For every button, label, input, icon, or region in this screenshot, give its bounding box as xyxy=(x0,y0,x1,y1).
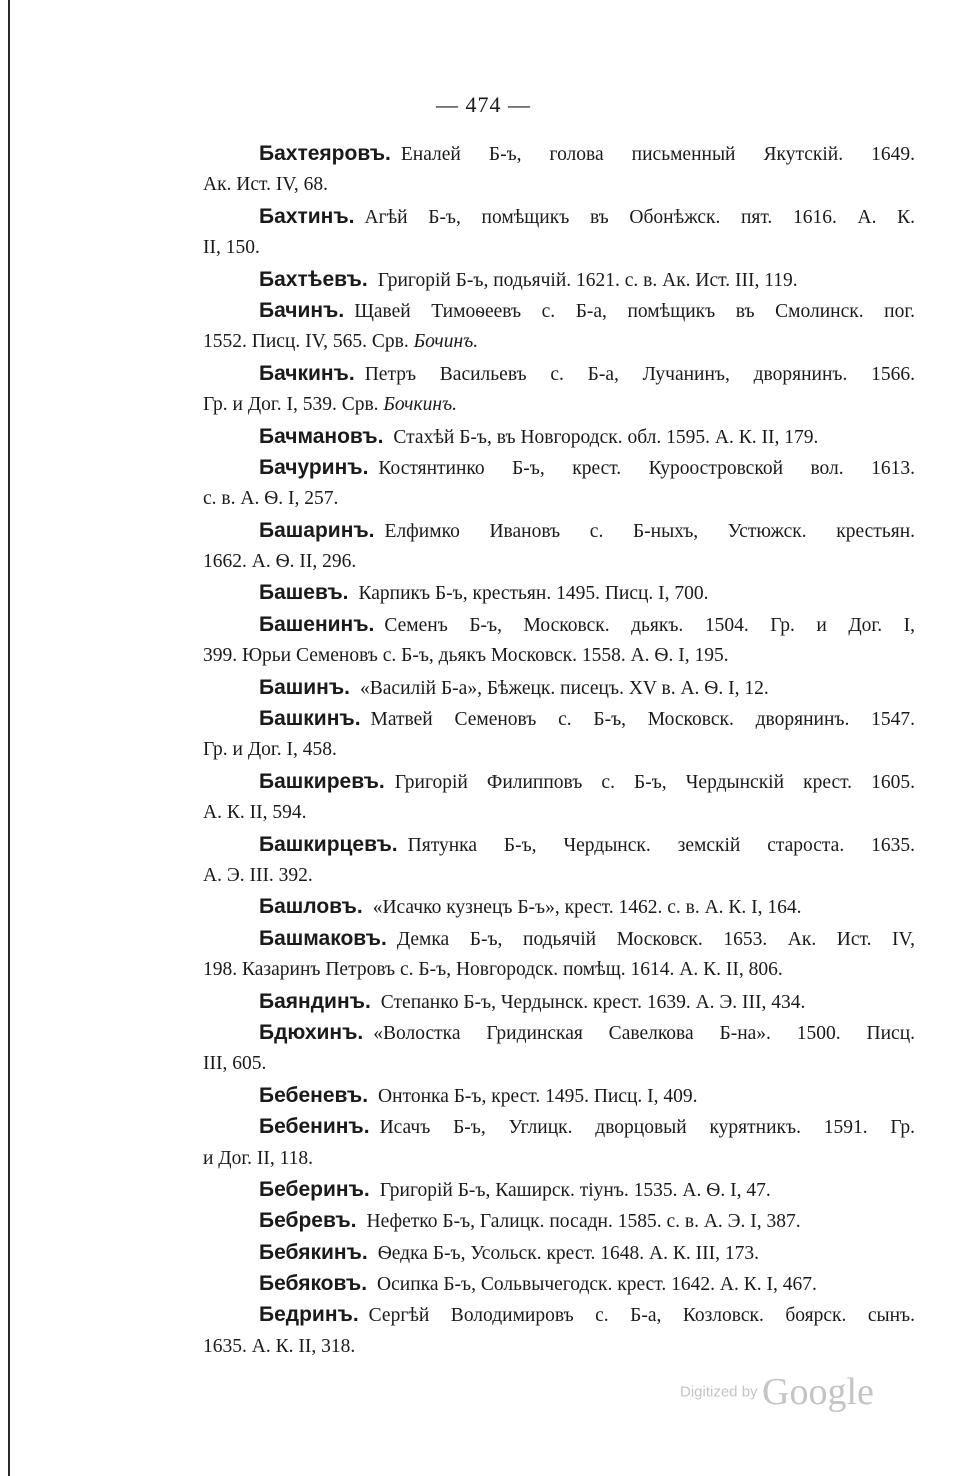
entry-headword: Башкиревъ. xyxy=(259,769,385,793)
entry-headword: Башевъ. xyxy=(259,581,349,605)
entry-line xyxy=(203,452,915,483)
digitized-watermark xyxy=(680,1370,874,1414)
entry-text: Пятунка Б-ъ, Чердынск. земскій староста. 1635. xyxy=(407,834,915,856)
watermark-prefix: Digitized by xyxy=(680,1383,758,1401)
entry-text: Григорій Б-ъ, подьячій. 1621. с. в. Ак. Ист. III, 119. xyxy=(377,269,798,291)
entry-text: Петръ Васильевъ с. Б-а, Лучанинъ, дворянинъ. 1566. xyxy=(364,363,915,385)
entry-line xyxy=(203,734,915,765)
entry-text: А. Э. III. 392. xyxy=(203,864,313,886)
entry-text: А. К. II, 594. xyxy=(203,802,307,824)
entry-headword: Баяндинъ. xyxy=(259,989,371,1013)
entry-text: Ак. Ист. IV, 68. xyxy=(203,174,329,196)
entry-text: Карпикъ Б-ъ, крестьян. 1495. Писц. I, 700. xyxy=(358,583,709,605)
entry-line xyxy=(203,1331,915,1362)
entry-line xyxy=(203,923,915,954)
entry-line xyxy=(203,169,915,200)
entry-text: Демка Б-ъ, подьячій Московск. 1653. Ак. Ист. IV, xyxy=(396,928,915,950)
entry-headword: Башкирцевъ. xyxy=(259,832,398,856)
entry-headword: Башенинъ. xyxy=(259,612,375,636)
page-edge-rule xyxy=(8,0,10,1476)
entry-line xyxy=(203,326,915,357)
entry-text: Гр. и Дог. I, 458. xyxy=(203,739,337,761)
entry-text: Осипка Б-ъ, Сольвычегодск. крест. 1642. А. К. I, 467. xyxy=(377,1274,817,1296)
entry-line xyxy=(203,860,915,891)
page-number: — 474 — xyxy=(436,92,531,117)
entry-line xyxy=(203,609,915,640)
entry-text: с. в. А. Ѳ. I, 257. xyxy=(203,488,339,510)
entry-text: «Василій Б-а», Бѣжецк. писецъ. XV в. А. Ѳ. I, 12. xyxy=(360,677,769,699)
entry-line xyxy=(203,986,915,1017)
entry-crossref: Бочкинъ. xyxy=(383,394,458,416)
entry-text: Семенъ Б-ъ, Московск. дьякъ. 1504. Гр. и Дог. I, xyxy=(384,614,915,636)
entry-line xyxy=(203,515,915,546)
entry-text: Агѣй Б-ъ, помѣщикъ въ Обонѣжск. пят. 1616. А. К. xyxy=(364,206,915,228)
entry-headword: Бачинъ. xyxy=(259,298,345,322)
entry-text: Нефетко Б-ъ, Галицк. посадн. 1585. с. в. А. Э. I, 387. xyxy=(366,1211,801,1233)
entry-text: и Дог. II, 118. xyxy=(203,1147,314,1169)
entry-text: II, 150. xyxy=(203,237,260,259)
entry-crossref: Бочинъ. xyxy=(413,331,479,353)
entry-line xyxy=(203,1174,915,1205)
entry-line xyxy=(203,766,915,797)
entry-line xyxy=(203,1237,915,1268)
entry-line xyxy=(203,1080,915,1111)
entry-headword: Бебенинъ. xyxy=(259,1115,370,1139)
entry-text: 1552. Писц. IV, 565. Срв. xyxy=(203,331,409,353)
entry-headword: Бачуринъ. xyxy=(259,455,369,479)
entry-headword: Бебеневъ. xyxy=(259,1083,369,1107)
entry-text: 198. Казаринъ Петровъ с. Б-ъ, Новгородск. помѣщ. 1614. А. К. II, 806. xyxy=(203,959,783,981)
entry-line xyxy=(203,1017,915,1048)
entry-headword: Башловъ. xyxy=(259,895,363,919)
entry-text: Григорій Филипповъ с. Б-ъ, Чердынскій крест. 1605. xyxy=(394,771,915,793)
entry-text: 1662. А. Ѳ. II, 296. xyxy=(203,551,357,573)
entry-text: Сергѣй Володимировъ с. Б-а, Козловск. боярск. сынъ. xyxy=(368,1305,915,1327)
entry-line xyxy=(203,797,915,828)
entry-text: Елфимко Ивановъ с. Б-ныхъ, Устюжск. крестьян. xyxy=(384,520,915,542)
entry-line xyxy=(203,546,915,577)
entry-line xyxy=(203,421,915,452)
entry-text: Ѳедка Б-ъ, Усольск. крест. 1648. А. К. III, 173. xyxy=(377,1242,759,1264)
entry-line xyxy=(203,1268,915,1299)
entry-line xyxy=(203,358,915,389)
entry-headword: Бачмановъ. xyxy=(259,424,384,448)
entry-text: «Исачко кузнецъ Б-ъ», крест. 1462. с. в. А. К. I, 164. xyxy=(372,897,802,919)
entry-text: Стахѣй Б-ъ, въ Новгородск. обл. 1595. А. К. II, 179. xyxy=(393,426,819,448)
entry-line xyxy=(203,1299,915,1330)
entry-line xyxy=(203,232,915,263)
entry-headword: Башмаковъ. xyxy=(259,926,387,950)
entry-text: III, 605. xyxy=(203,1053,267,1075)
entry-headword: Бахтѣевъ. xyxy=(259,267,368,291)
entry-line xyxy=(203,672,915,703)
entry-text: 1635. А. К. II, 318. xyxy=(203,1335,356,1357)
entry-headword: Башинъ. xyxy=(259,675,351,699)
entry-line xyxy=(203,954,915,985)
entry-headword: Бедринъ. xyxy=(259,1303,359,1327)
entry-line xyxy=(203,703,915,734)
entry-headword: Бебревъ. xyxy=(259,1209,357,1233)
entry-line xyxy=(203,829,915,860)
entry-line xyxy=(203,389,915,420)
google-logo: Google xyxy=(762,1371,874,1413)
entry-line xyxy=(203,1205,915,1236)
entry-text: Григорій Б-ъ, Каширск. тіунъ. 1535. А. Ѳ. I, 47. xyxy=(379,1179,771,1201)
dictionary-entries xyxy=(203,138,915,1362)
entry-text: Степанко Б-ъ, Чердынск. крест. 1639. А. Э. III, 434. xyxy=(380,991,806,1013)
entry-headword: Бебяковъ. xyxy=(259,1272,368,1296)
entry-line xyxy=(203,1048,915,1079)
entry-text: Гр. и Дог. I, 539. Срв. xyxy=(203,394,379,416)
entry-line xyxy=(203,1143,915,1174)
entry-headword: Беберинъ. xyxy=(259,1177,370,1201)
entry-line xyxy=(203,201,915,232)
entry-headword: Бахтинъ. xyxy=(259,204,355,228)
entry-headword: Бахтеяровъ. xyxy=(259,142,391,165)
entry-line xyxy=(203,483,915,514)
entry-line xyxy=(203,577,915,608)
entry-text: Исачъ Б-ъ, Углицк. дворцовый курятникъ. 1591. Гр. xyxy=(379,1117,915,1139)
entry-line xyxy=(203,640,915,671)
entry-text: Щавей Тимоѳеевъ с. Б-а, помѣщикъ въ Смолинск. пог. xyxy=(354,300,915,322)
entry-text: Костянтинко Б-ъ, крест. Куроостровской вол. 1613. xyxy=(378,457,915,479)
entry-line xyxy=(203,1111,915,1142)
entry-headword: Башаринъ. xyxy=(259,518,375,542)
entry-text: 399. Юрьи Семеновъ с. Б-ъ, дьякъ Московск. 1558. А. Ѳ. I, 195. xyxy=(203,645,729,667)
entry-line xyxy=(203,138,915,169)
entry-headword: Бебякинъ. xyxy=(259,1240,368,1264)
entry-text: Еналей Б-ъ, голова письменный Якутскій. 1649. xyxy=(400,144,915,165)
entry-line xyxy=(203,264,915,295)
entry-text: «Волостка Гридинская Савелкова Б-на». 1500. Писц. xyxy=(373,1022,915,1044)
entry-headword: Бачкинъ. xyxy=(259,361,355,385)
entry-headword: Бдюхинъ. xyxy=(259,1020,364,1044)
entry-line xyxy=(203,295,915,326)
entry-text: Матвей Семеновъ с. Б-ъ, Московск. дворянинъ. 1547. xyxy=(370,709,915,731)
entry-line xyxy=(203,891,915,922)
entry-text: Онтонка Б-ъ, крест. 1495. Писц. I, 409. xyxy=(378,1085,698,1107)
entry-headword: Башкинъ. xyxy=(259,707,361,731)
